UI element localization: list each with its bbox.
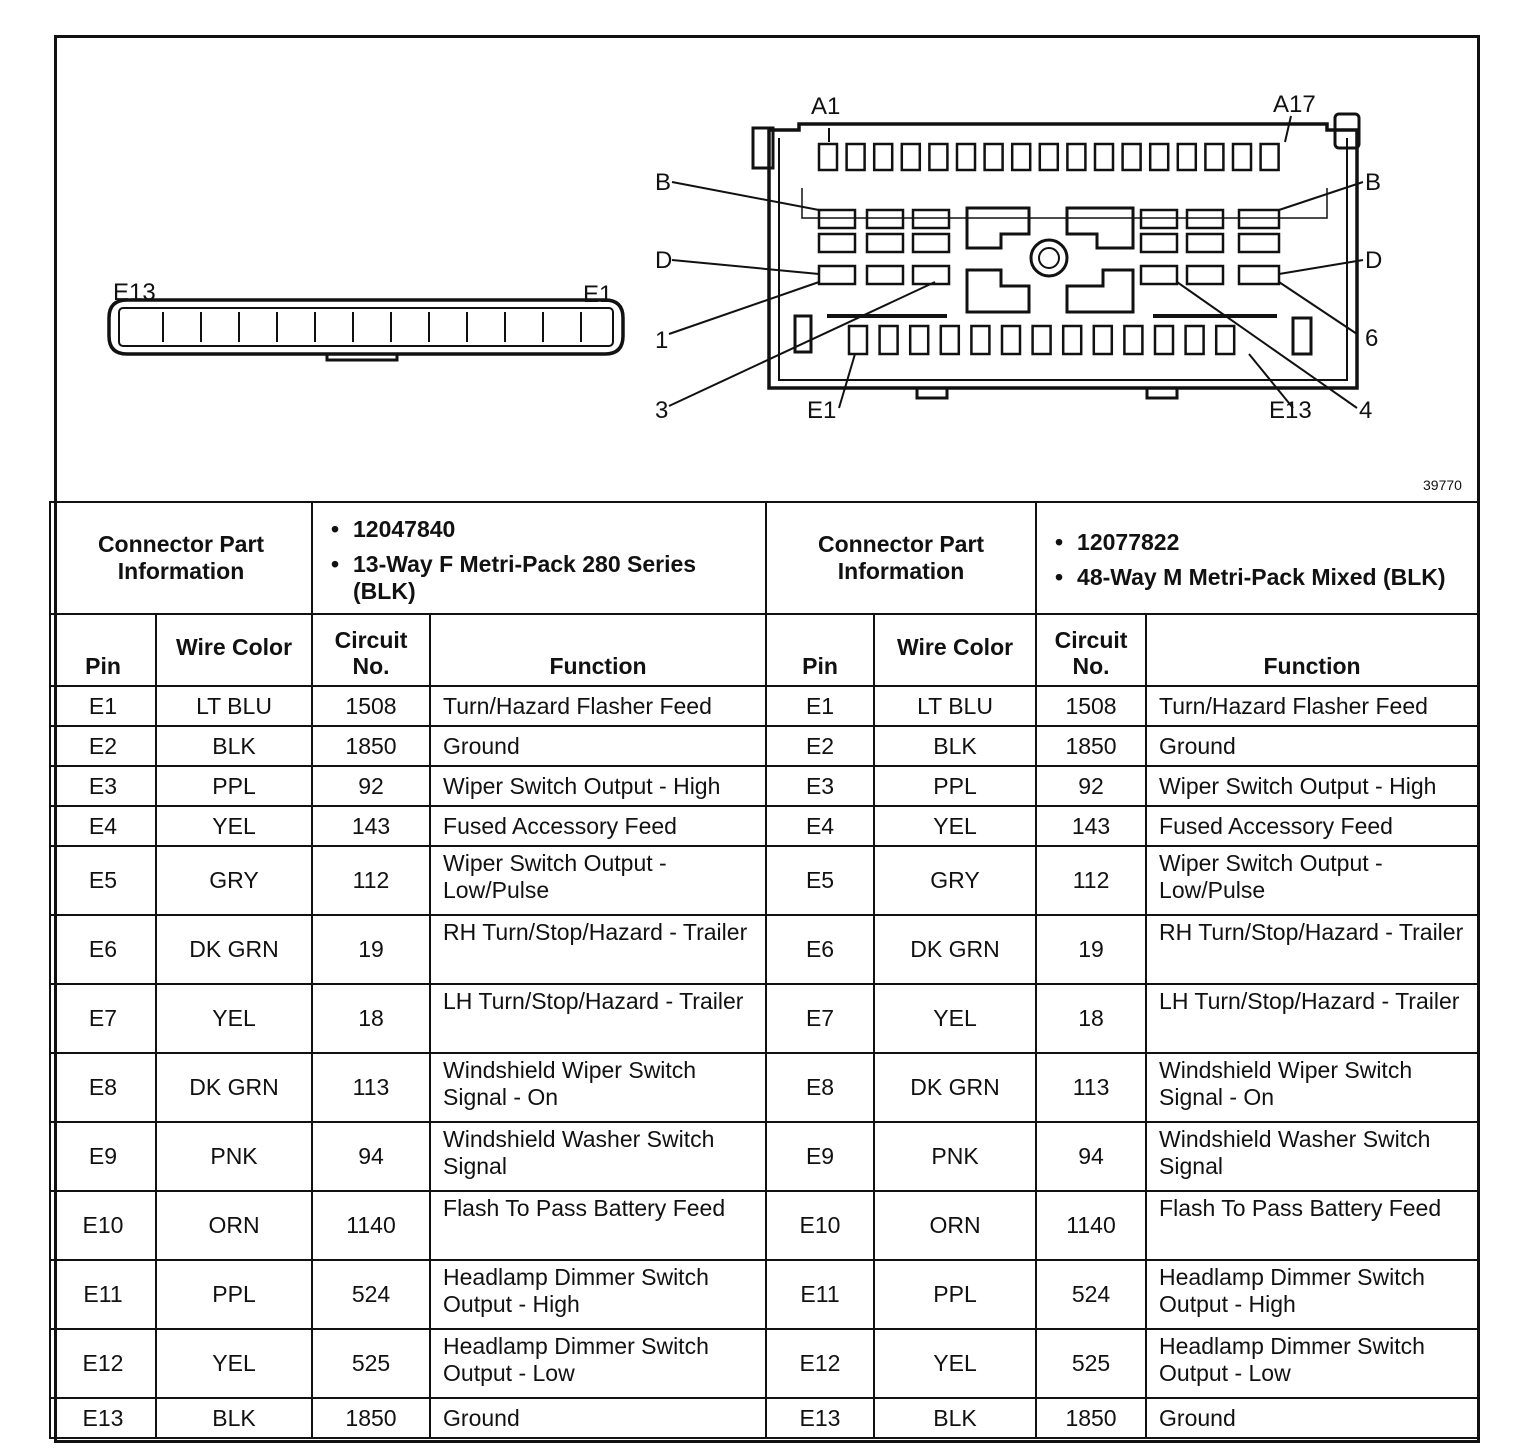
right-connector-drawing — [753, 114, 1359, 398]
cavity-a — [957, 144, 975, 170]
table-row — [50, 915, 1478, 984]
wire-color-cell-right: YEL — [874, 1329, 1036, 1398]
cavity-e — [1124, 326, 1142, 354]
pin-cell-left: E2 — [50, 726, 156, 766]
pin-cell-right: E4 — [766, 806, 874, 846]
pin-cell-right: E6 — [766, 915, 874, 984]
function-cell-right: Turn/Hazard Flasher Feed — [1146, 686, 1478, 726]
connector-sheet — [54, 35, 1480, 1443]
pin-cell-left: E5 — [50, 846, 156, 915]
pin-cell-right: E11 — [766, 1260, 874, 1329]
function-cell-right: Windshield Washer Switch Signal — [1146, 1122, 1478, 1191]
circuit-cell-left: 1850 — [312, 1398, 430, 1438]
cavity-e — [941, 326, 959, 354]
circuit-cell-right: 525 — [1036, 1329, 1146, 1398]
function-cell-right: Windshield Wiper Switch Signal - On — [1146, 1053, 1478, 1122]
left-connector-label-e1: E1 — [583, 281, 613, 308]
header-function-right: Function — [1146, 614, 1478, 686]
circuit-cell-right: 143 — [1036, 806, 1146, 846]
function-cell-left: Headlamp Dimmer Switch Output - Low — [430, 1329, 766, 1398]
cavity-bcd-left — [819, 210, 855, 228]
table-row — [50, 984, 1478, 1053]
circuit-cell-left: 113 — [312, 1053, 430, 1122]
function-cell-left: Ground — [430, 1398, 766, 1438]
pin-cell-left: E3 — [50, 766, 156, 806]
cavity-e — [1155, 326, 1173, 354]
part-number-right: • 12077822 — [1055, 529, 1180, 555]
pin-cell-left: E11 — [50, 1260, 156, 1329]
connector-diagram — [57, 38, 1477, 500]
pin-cell-left: E6 — [50, 915, 156, 984]
cavity-bcd-left — [819, 266, 855, 284]
table-row — [50, 806, 1478, 846]
circuit-cell-left: 1140 — [312, 1191, 430, 1260]
wire-color-cell-left: BLK — [156, 1398, 312, 1438]
circuit-cell-right: 524 — [1036, 1260, 1146, 1329]
cavity-a — [1012, 144, 1030, 170]
pin-cell-right: E1 — [766, 686, 874, 726]
wire-color-cell-left: YEL — [156, 984, 312, 1053]
label-a17: A17 — [1273, 91, 1316, 118]
wire-color-cell-left: DK GRN — [156, 915, 312, 984]
cavity-bcd-right — [1141, 266, 1177, 284]
pin-cell-left: E4 — [50, 806, 156, 846]
function-cell-left: Windshield Washer Switch Signal — [430, 1122, 766, 1191]
table-row — [50, 1398, 1478, 1438]
wire-color-cell-right: PPL — [874, 766, 1036, 806]
cavity-a — [1261, 144, 1279, 170]
cavity-bcd-right — [1187, 210, 1223, 228]
wire-color-cell-left: BLK — [156, 726, 312, 766]
header-pin-left: Pin — [50, 614, 156, 686]
circuit-cell-right: 113 — [1036, 1053, 1146, 1122]
cavity-a — [1095, 144, 1113, 170]
label-d-left: D — [655, 247, 673, 274]
cavity-a — [1150, 144, 1168, 170]
function-cell-left: Fused Accessory Feed — [430, 806, 766, 846]
table-row — [50, 686, 1478, 726]
wire-color-cell-right: PPL — [874, 1260, 1036, 1329]
pin-cell-left: E8 — [50, 1053, 156, 1122]
cavity-a — [1067, 144, 1085, 170]
label-d-right: D — [1365, 247, 1383, 274]
function-cell-left: Turn/Hazard Flasher Feed — [430, 686, 766, 726]
function-cell-left: Windshield Wiper Switch Signal - On — [430, 1053, 766, 1122]
header-wire-color-right: Wire Color — [874, 614, 1036, 686]
function-cell-right: RH Turn/Stop/Hazard - Trailer — [1146, 915, 1478, 984]
wire-color-cell-left: ORN — [156, 1191, 312, 1260]
wire-color-cell-right: YEL — [874, 806, 1036, 846]
cavity-bcd-left — [867, 266, 903, 284]
pin-cell-right: E2 — [766, 726, 874, 766]
cavity-e — [971, 326, 989, 354]
function-cell-right: Wiper Switch Output - Low/Pulse — [1146, 846, 1478, 915]
function-cell-right: Flash To Pass Battery Feed — [1146, 1191, 1478, 1260]
circuit-cell-right: 1850 — [1036, 1398, 1146, 1438]
pin-cell-left: E7 — [50, 984, 156, 1053]
wire-color-cell-left: PPL — [156, 766, 312, 806]
cavity-bcd-right — [1239, 266, 1279, 284]
label-3: 3 — [655, 397, 669, 424]
function-cell-right: Ground — [1146, 726, 1478, 766]
label-b-left: B — [655, 169, 672, 196]
cavity-e — [1033, 326, 1051, 354]
connector-info-label-right: Connector Part Information — [766, 502, 1036, 614]
wire-color-cell-right: ORN — [874, 1191, 1036, 1260]
connector-info-value-left — [312, 502, 766, 614]
circuit-cell-right: 112 — [1036, 846, 1146, 915]
figure-id: 39770 — [1423, 477, 1462, 493]
cavity-e — [1063, 326, 1081, 354]
circuit-cell-left: 1850 — [312, 726, 430, 766]
connector-info-value-right — [1036, 502, 1478, 614]
pin-cell-right: E10 — [766, 1191, 874, 1260]
wire-color-cell-right: DK GRN — [874, 1053, 1036, 1122]
pin-cell-left: E1 — [50, 686, 156, 726]
pin-cell-right: E12 — [766, 1329, 874, 1398]
circuit-cell-left: 143 — [312, 806, 430, 846]
pinout-table — [49, 501, 1479, 1439]
circuit-cell-left: 18 — [312, 984, 430, 1053]
table-row — [50, 1191, 1478, 1260]
circuit-cell-left: 112 — [312, 846, 430, 915]
function-cell-left: Flash To Pass Battery Feed — [430, 1191, 766, 1260]
circuit-cell-left: 92 — [312, 766, 430, 806]
cavity-bcd-right — [1239, 210, 1279, 228]
label-4: 4 — [1359, 397, 1373, 424]
pin-cell-right: E3 — [766, 766, 874, 806]
wire-color-cell-left: YEL — [156, 806, 312, 846]
circuit-cell-left: 94 — [312, 1122, 430, 1191]
function-cell-right: Wiper Switch Output - High — [1146, 766, 1478, 806]
function-cell-right: Headlamp Dimmer Switch Output - Low — [1146, 1329, 1478, 1398]
wire-color-cell-right: DK GRN — [874, 915, 1036, 984]
header-pin-right: Pin — [766, 614, 874, 686]
cavity-bcd-right — [1141, 210, 1177, 228]
table-row — [50, 846, 1478, 915]
cavity-bcd-left — [867, 210, 903, 228]
connector-info-label-left: Connector Part Information — [50, 502, 312, 614]
function-cell-right: Ground — [1146, 1398, 1478, 1438]
cavity-e — [1216, 326, 1234, 354]
circuit-cell-right: 1850 — [1036, 726, 1146, 766]
label-e1: E1 — [807, 397, 837, 424]
table-row — [50, 1260, 1478, 1329]
wire-color-cell-left: PNK — [156, 1122, 312, 1191]
cavity-bcd-left — [913, 234, 949, 252]
label-6: 6 — [1365, 325, 1379, 352]
cavity-e — [1094, 326, 1112, 354]
cavity-a — [1040, 144, 1058, 170]
cavity-a — [1205, 144, 1223, 170]
label-1: 1 — [655, 327, 669, 354]
pin-cell-right: E8 — [766, 1053, 874, 1122]
cavity-bcd-right — [1187, 266, 1223, 284]
circuit-cell-left: 1508 — [312, 686, 430, 726]
circuit-cell-right: 94 — [1036, 1122, 1146, 1191]
cavity-bcd-left — [913, 210, 949, 228]
header-wire-color-left: Wire Color — [156, 614, 312, 686]
cavity-a — [902, 144, 920, 170]
table-row — [50, 726, 1478, 766]
pin-cell-right: E7 — [766, 984, 874, 1053]
table-header-row — [50, 614, 1478, 686]
circuit-cell-right: 92 — [1036, 766, 1146, 806]
cavity-e — [849, 326, 867, 354]
cavity-bcd-left — [867, 234, 903, 252]
header-function-left: Function — [430, 614, 766, 686]
pin-cell-right: E5 — [766, 846, 874, 915]
cavity-bcd-right — [1187, 234, 1223, 252]
circuit-cell-left: 525 — [312, 1329, 430, 1398]
left-connector-label-e13: E13 — [113, 279, 156, 306]
label-b-right: B — [1365, 169, 1382, 196]
cavity-bcd-left — [913, 266, 949, 284]
cavity-bcd-right — [1239, 234, 1279, 252]
pin-cell-right: E9 — [766, 1122, 874, 1191]
cavity-a — [847, 144, 865, 170]
function-cell-right: Fused Accessory Feed — [1146, 806, 1478, 846]
cavity-bcd-right — [1141, 234, 1177, 252]
function-cell-left: Headlamp Dimmer Switch Output - High — [430, 1260, 766, 1329]
wire-color-cell-right: GRY — [874, 846, 1036, 915]
connector-drawings — [57, 38, 1477, 500]
pin-cell-right: E13 — [766, 1398, 874, 1438]
pin-cell-left: E13 — [50, 1398, 156, 1438]
cavity-a — [1178, 144, 1196, 170]
wire-color-cell-left: DK GRN — [156, 1053, 312, 1122]
label-a1: A1 — [811, 93, 841, 120]
cavity-a — [819, 144, 837, 170]
table-row — [50, 1053, 1478, 1122]
left-connector-drawing — [109, 300, 623, 360]
pin-cell-left: E12 — [50, 1329, 156, 1398]
header-circuit-left: Circuit No. — [312, 614, 430, 686]
function-cell-left: RH Turn/Stop/Hazard - Trailer — [430, 915, 766, 984]
cavity-e — [880, 326, 898, 354]
circuit-cell-right: 1140 — [1036, 1191, 1146, 1260]
cavity-e — [1002, 326, 1020, 354]
pin-cell-left: E9 — [50, 1122, 156, 1191]
circuit-cell-left: 19 — [312, 915, 430, 984]
wire-color-cell-right: YEL — [874, 984, 1036, 1053]
cavity-a — [985, 144, 1003, 170]
table-row — [50, 1329, 1478, 1398]
cavity-e — [1186, 326, 1204, 354]
table-row — [50, 1122, 1478, 1191]
wire-color-cell-left: YEL — [156, 1329, 312, 1398]
pin-cell-left: E10 — [50, 1191, 156, 1260]
part-number-left: • 12047840 — [331, 515, 456, 542]
function-cell-right: Headlamp Dimmer Switch Output - High — [1146, 1260, 1478, 1329]
wire-color-cell-right: LT BLU — [874, 686, 1036, 726]
function-cell-left: Ground — [430, 726, 766, 766]
header-circuit-right: Circuit No. — [1036, 614, 1146, 686]
wire-color-cell-right: PNK — [874, 1122, 1036, 1191]
circuit-cell-right: 1508 — [1036, 686, 1146, 726]
connector-info-row — [50, 502, 1478, 614]
function-cell-left: Wiper Switch Output - Low/Pulse — [430, 846, 766, 915]
wire-color-cell-right: BLK — [874, 726, 1036, 766]
cavity-a — [929, 144, 947, 170]
wire-color-cell-right: BLK — [874, 1398, 1036, 1438]
cavity-e — [910, 326, 928, 354]
circuit-cell-left: 524 — [312, 1260, 430, 1329]
circuit-cell-right: 18 — [1036, 984, 1146, 1053]
function-cell-right: LH Turn/Stop/Hazard - Trailer — [1146, 984, 1478, 1053]
connector-description-right: • 48-Way M Metri-Pack Mixed (BLK) — [1055, 564, 1446, 590]
wire-color-cell-left: PPL — [156, 1260, 312, 1329]
table-row — [50, 766, 1478, 806]
wire-color-cell-left: GRY — [156, 846, 312, 915]
circuit-cell-right: 19 — [1036, 915, 1146, 984]
cavity-a — [874, 144, 892, 170]
cavity-a — [1123, 144, 1141, 170]
cavity-a — [1233, 144, 1251, 170]
wire-color-cell-left: LT BLU — [156, 686, 312, 726]
function-cell-left: Wiper Switch Output - High — [430, 766, 766, 806]
label-e13: E13 — [1269, 397, 1312, 424]
function-cell-left: LH Turn/Stop/Hazard - Trailer — [430, 984, 766, 1053]
connector-description-left: • 13-Way F Metri-Pack 280 Series (BLK) — [331, 550, 697, 604]
cavity-bcd-left — [819, 234, 855, 252]
